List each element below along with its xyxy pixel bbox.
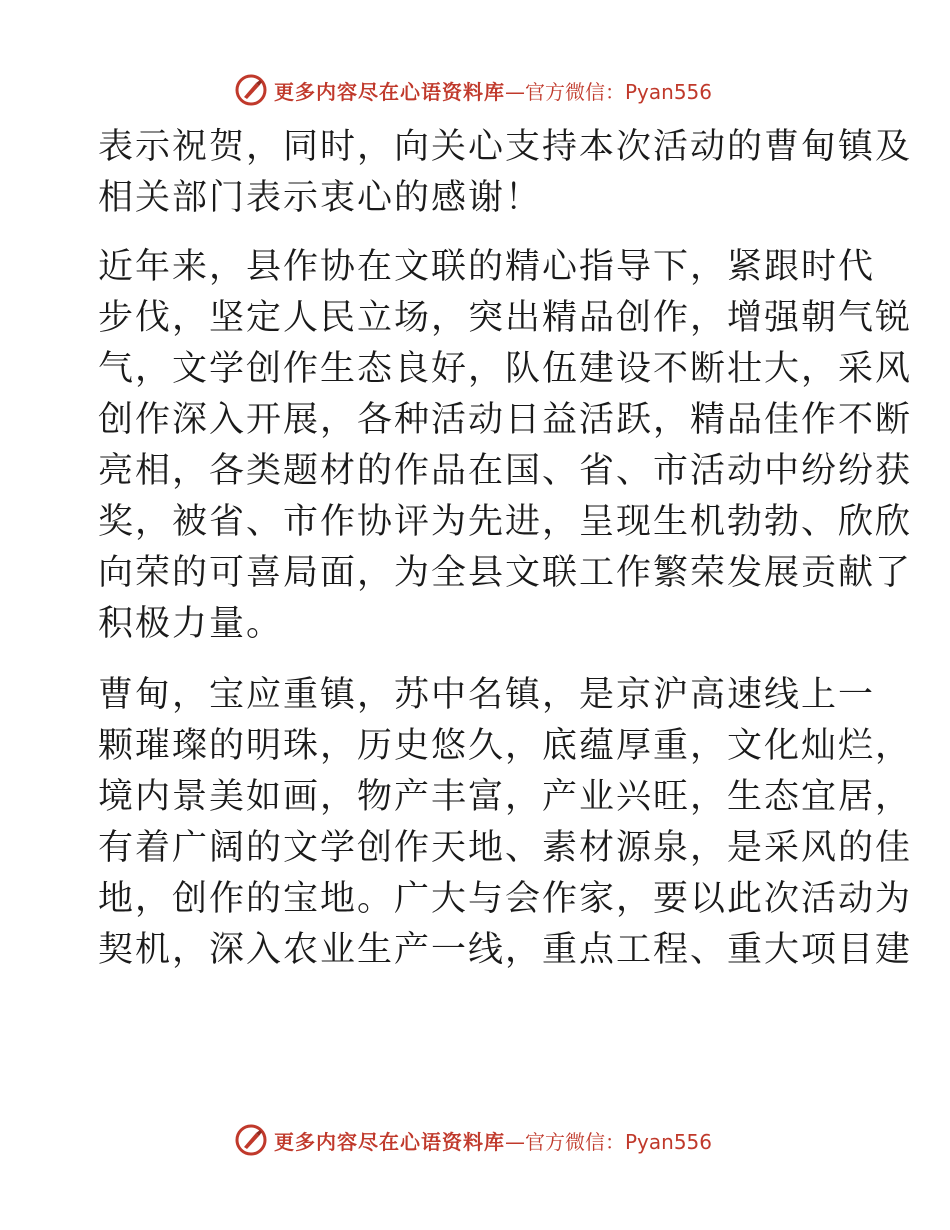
footer-banner-contact: —官方微信：Pyan556 — [505, 1129, 713, 1154]
header-banner-title: 更多内容尽在心语资料库 — [274, 79, 505, 104]
text-line: 颗璀璨的明珠，历史悠久，底蕴厚重，文化灿烂， — [98, 726, 913, 766]
footer-banner-title: 更多内容尽在心语资料库 — [274, 1129, 505, 1154]
text-line: 步伐，坚定人民立场，突出精品创作，增强朝气锐 — [98, 298, 913, 338]
logo-icon — [234, 73, 268, 107]
header-banner-contact: —官方微信：Pyan556 — [505, 79, 713, 104]
text-line: 表示祝贺，同时，向关心支持本次活动的曹甸镇及 — [98, 127, 913, 167]
text-line: 积极力量。 — [98, 604, 284, 644]
paragraph-1 — [98, 122, 913, 224]
text-line: 相关部门表示衷心的感谢！ — [98, 178, 543, 218]
text-line: 向荣的可喜局面，为全县文联工作繁荣发展贡献了 — [98, 553, 913, 593]
text-line: 契机，深入农业生产一线，重点工程、重大项目建 — [98, 930, 913, 970]
header-banner — [234, 70, 712, 110]
footer-banner — [234, 1120, 712, 1160]
text-line: 境内景美如画，物产丰富，产业兴旺，生态宜居， — [98, 777, 913, 817]
text-line: 地，创作的宝地。广大与会作家，要以此次活动为 — [98, 879, 913, 919]
paragraph-2 — [98, 242, 913, 650]
text-line: 亮相，各类题材的作品在国、省、市活动中纷纷获 — [98, 451, 913, 491]
text-line: 曹甸，宝应重镇，苏中名镇，是京沪高速线上一 — [98, 675, 876, 715]
text-line: 气，文学创作生态良好，队伍建设不断壮大，采风 — [98, 349, 913, 389]
text-line: 创作深入开展，各种活动日益活跃，精品佳作不断 — [98, 400, 913, 440]
text-line: 近年来，县作协在文联的精心指导下，紧跟时代 — [98, 247, 876, 287]
paragraph-3 — [98, 670, 913, 976]
logo-icon — [234, 1123, 268, 1157]
text-line: 有着广阔的文学创作天地、素材源泉，是采风的佳 — [98, 828, 913, 868]
text-line: 奖，被省、市作协评为先进，呈现生机勃勃、欣欣 — [98, 502, 913, 542]
document-body — [98, 122, 913, 976]
